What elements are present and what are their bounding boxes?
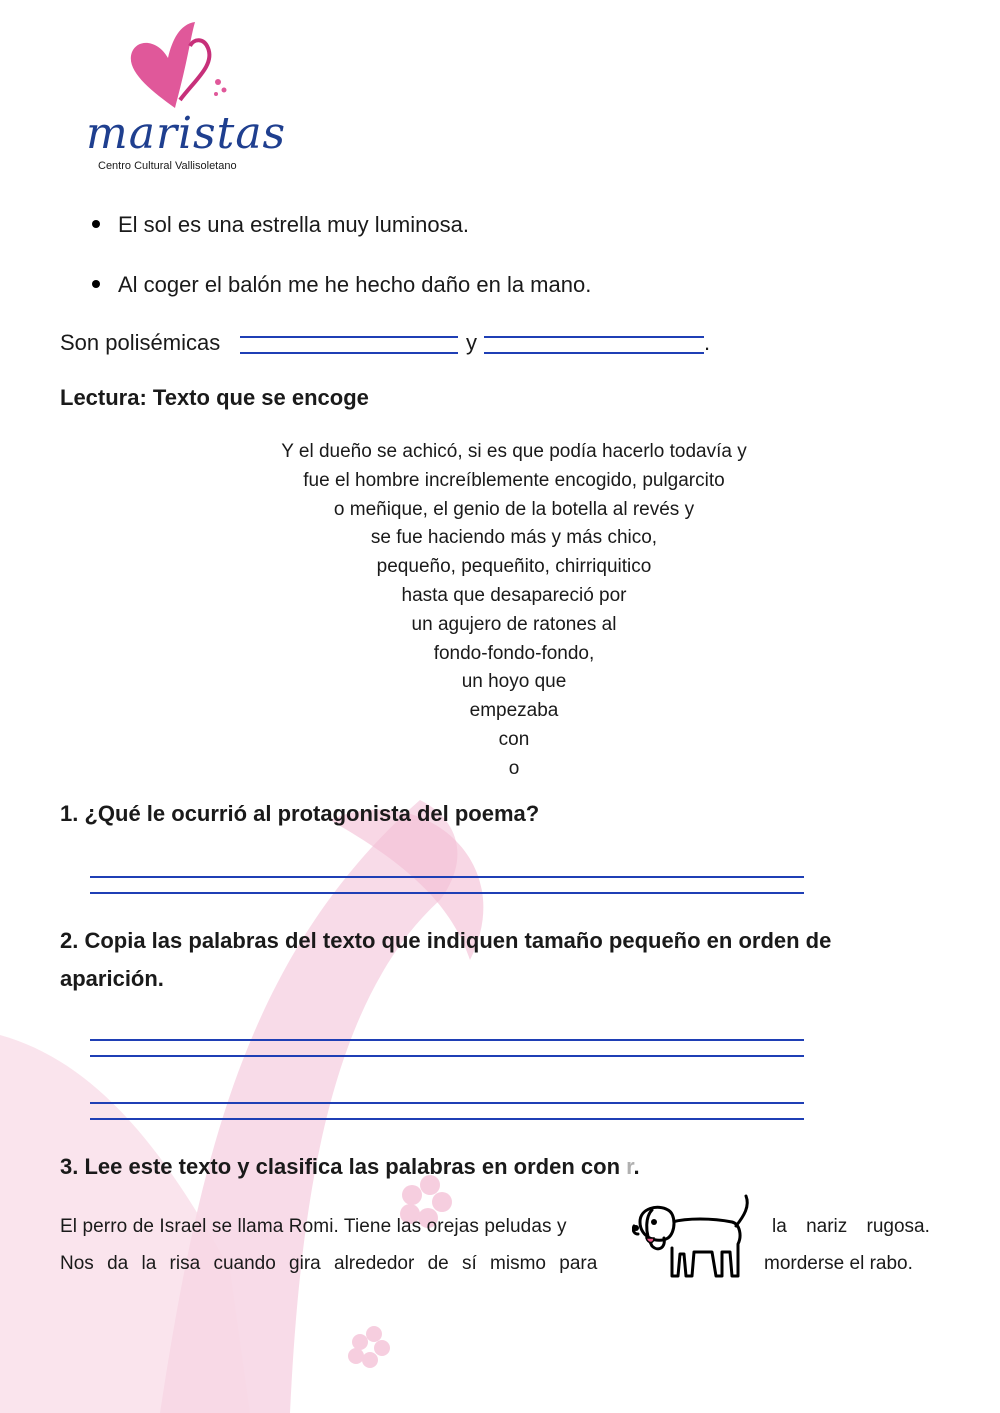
question-1: 1. ¿Qué le ocurrió al protagonista del poema? [60, 801, 540, 826]
poem-line: un hoyo que [461, 671, 567, 693]
answer-line-q1[interactable] [90, 876, 804, 894]
answer-line-q2-b[interactable] [90, 1102, 804, 1120]
paragraph-line-1-right: la nariz rugosa. [772, 1216, 930, 1237]
poem-line: Y el dueño se achicó, si es que podía hacerlo todavía y [281, 441, 747, 462]
bullet-text: Al coger el balón me he hecho daño en la mano. [118, 272, 592, 297]
poem-line: se fue haciendo más y más chico, [370, 527, 658, 549]
answer-line-q2-a[interactable] [90, 1039, 804, 1057]
poem-line: pequeño, pequeñito, chirriquitico [376, 556, 652, 578]
question-3-letter: r [626, 1154, 634, 1179]
polysemic-end: . [704, 330, 711, 355]
paragraph-line-2-right: morderse el rabo. [764, 1253, 913, 1274]
question-3-text: 3. Lee este texto y clasifica las palabras en orden con [60, 1154, 627, 1179]
poem-line: empezaba [469, 700, 559, 722]
paragraph-line-2-left: Nos da la risa cuando gira alrededor de sí mismo para [60, 1253, 598, 1274]
maristas-logo [80, 20, 287, 180]
logo-brand-text: maristas [86, 108, 287, 159]
poem-line: o [508, 757, 520, 779]
poem-line: un agujero de ratones al [411, 613, 617, 635]
polysemic-connector: y [466, 330, 477, 355]
poem-line: fue el hombre increíblemente encogido, pulgarcito [303, 469, 725, 491]
bullet-dot [92, 220, 100, 228]
bullet-item-2 [92, 272, 591, 298]
poem [214, 438, 814, 784]
heart-ribbon-logo-mark [120, 20, 240, 120]
poem-line: o meñique, el genio de la botella al revés y [333, 498, 695, 520]
poem-line: hasta que desapareció por [401, 584, 627, 606]
question-3-end: . [633, 1154, 640, 1179]
question-3 [60, 1148, 940, 1186]
poem-line: con [498, 728, 530, 750]
bullet-item-1 [92, 212, 469, 238]
polysemic-label: Son polisémicas [60, 330, 221, 355]
reading-title: Lectura: Texto que se encoge [60, 385, 369, 410]
dog-illustration [632, 1192, 760, 1286]
bullet-text: El sol es una estrella muy luminosa. [118, 212, 469, 237]
paragraph-line-1-left: El perro de Israel se llama Romi. Tiene las orejas peludas y [60, 1216, 567, 1237]
logo-subtitle: Centro Cultural Vallisoletano [98, 160, 237, 172]
bullet-dot [92, 280, 100, 288]
answer-blank-1[interactable] [240, 336, 458, 354]
question-2: 2. Copia las palabras del texto que indiquen tamaño pequeño en orden de aparición. [60, 928, 832, 991]
poem-line: fondo-fondo-fondo, [433, 642, 595, 664]
answer-blank-2[interactable] [484, 336, 704, 354]
